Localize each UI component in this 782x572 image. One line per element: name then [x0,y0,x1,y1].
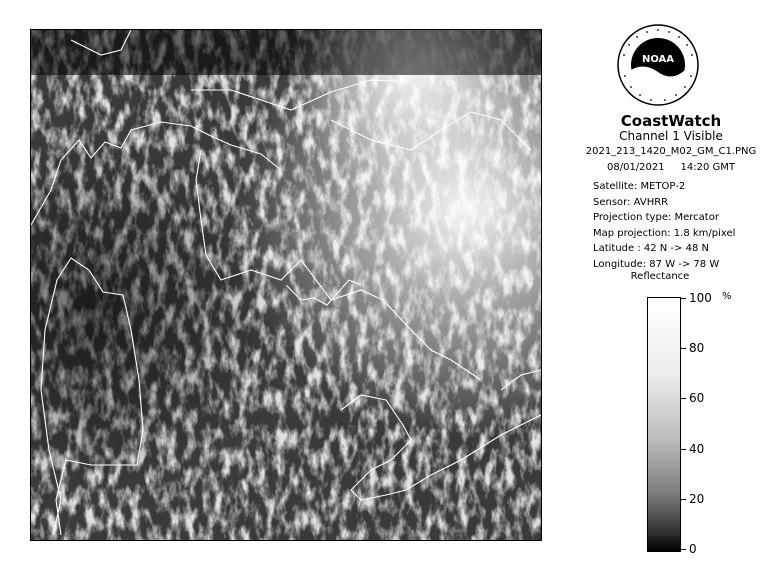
metadata-longitude: Longitude: 87 W -> 78 W [593,258,720,270]
noaa-logo [617,24,699,106]
metadata-satellite: Satellite: METOP-2 [593,181,686,192]
tick-label: 80 [689,341,705,355]
lake-superior-dark [31,30,541,75]
reflectance-colorbar [647,297,681,552]
logo-label: NOAA [641,54,675,65]
filename: 2021_213_1420_M02_GM_C1.PNG [585,146,757,157]
metadata-list [593,179,735,272]
tick-label: 40 [689,442,705,456]
tick-label: 100 [689,291,712,305]
tick-label: 60 [689,391,705,405]
metadata-latitude: Latitude : 42 N -> 48 N [593,243,709,254]
metadata-projection-type: Projection type: Mercator [593,212,719,223]
satellite-image [30,29,542,541]
title: CoastWatch [620,112,722,130]
subtitle: Channel 1 Visible [619,129,723,143]
tick-mark [680,298,686,299]
tick-label: 20 [689,492,705,506]
datetime: 08/01/2021 14:20 GMT [606,162,735,173]
legend-title: Reflectance [630,271,690,282]
tick-mark [680,499,686,500]
metadata-sensor: Sensor: AVHRR [593,196,669,208]
tick-label: 0 [689,542,697,556]
tick-mark [680,348,686,349]
tick-mark [680,449,686,450]
metadata-map-projection: Map projection: 1.8 km/pixel [593,227,736,239]
tick-mark [680,549,686,550]
tick-mark [680,398,686,399]
legend-unit: % [722,291,732,302]
